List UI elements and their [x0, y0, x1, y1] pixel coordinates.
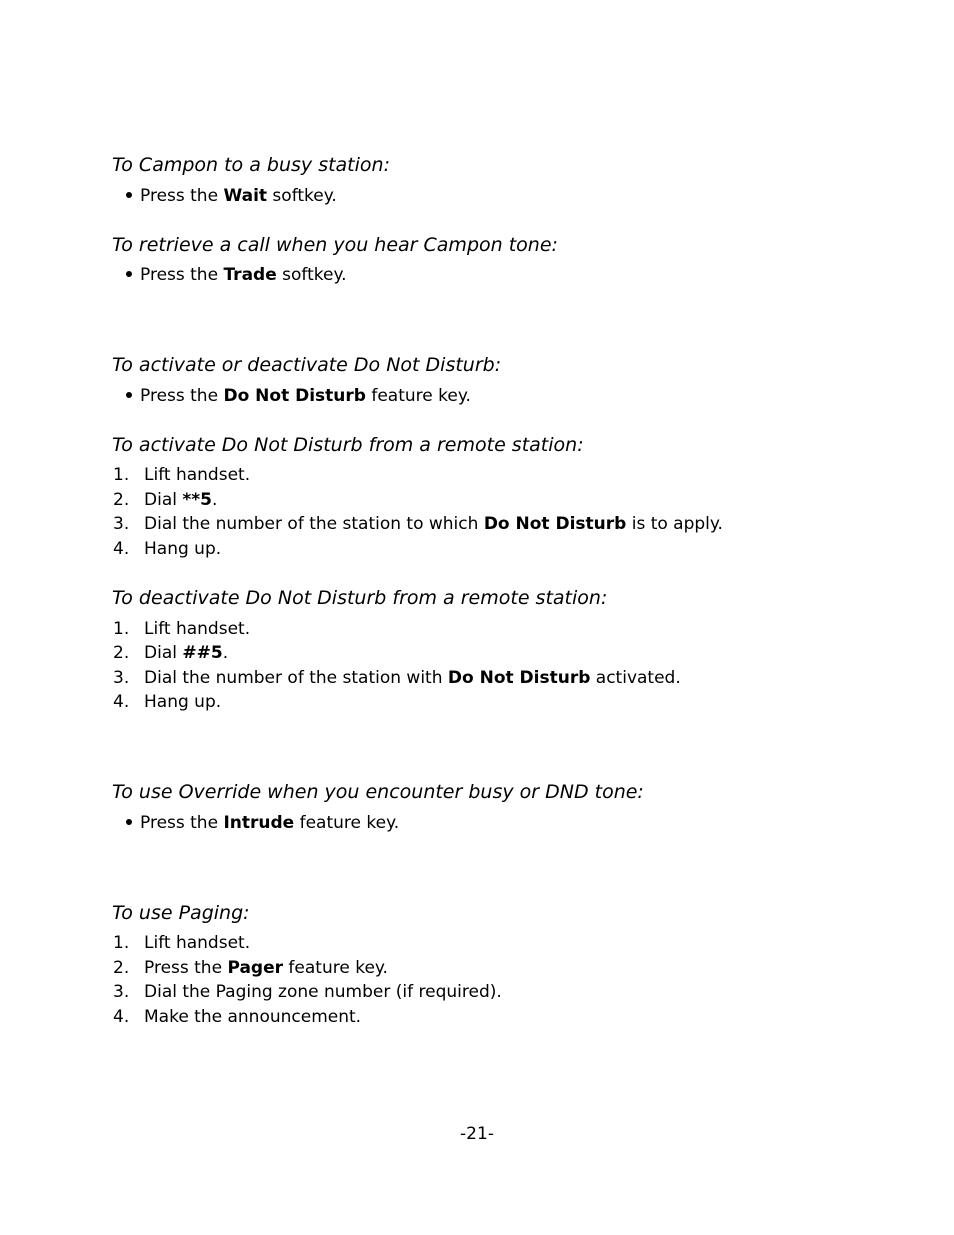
step-text: Lift handset.	[144, 619, 251, 639]
step-text-post: is to apply.	[626, 514, 723, 534]
list-item	[113, 464, 250, 486]
step-number: 2.	[113, 958, 130, 978]
bullet-icon	[126, 819, 132, 825]
campon-bullet	[126, 185, 337, 207]
step-text: Lift handset.	[144, 933, 251, 953]
step-number: 4.	[113, 539, 130, 559]
list-item	[113, 981, 502, 1003]
step-number: 1.	[113, 465, 130, 485]
list-item	[113, 489, 217, 511]
step-text: Dial	[144, 643, 183, 663]
step-text: Dial	[144, 490, 183, 510]
list-item	[113, 618, 250, 640]
override-bullet	[126, 812, 399, 834]
dnd-toggle-heading: To activate or deactivate Do Not Disturb:	[112, 354, 502, 376]
bullet-icon	[126, 271, 132, 277]
step-number: 4.	[113, 1007, 130, 1027]
dnd-remote-deactivate-heading: To deactivate Do Not Disturb from a remote station:	[112, 587, 608, 609]
step-text: Make the announcement.	[144, 1007, 362, 1027]
dnd-toggle-bullet	[126, 385, 471, 407]
step-bold-term: Do Not Disturb	[447, 668, 591, 688]
wait-softkey-label: Wait	[223, 186, 268, 206]
list-item	[113, 932, 250, 954]
step-text: Hang up.	[144, 692, 222, 712]
step-number: 3.	[113, 514, 130, 534]
bullet-text-pre: Press the	[140, 813, 224, 833]
intrude-feature-key-label: Intrude	[223, 813, 295, 833]
step-number: 1.	[113, 933, 130, 953]
step-number: 3.	[113, 668, 130, 688]
step-text-post: activated.	[590, 668, 681, 688]
dnd-remote-activate-heading: To activate Do Not Disturb from a remote station:	[112, 434, 584, 456]
step-number: 4.	[113, 692, 130, 712]
retrieve-heading: To retrieve a call when you hear Campon tone:	[112, 234, 558, 256]
trade-softkey-label: Trade	[223, 265, 277, 285]
paging-heading: To use Paging:	[112, 902, 250, 924]
bullet-icon	[126, 192, 132, 198]
bullet-text-post: softkey.	[267, 186, 337, 206]
step-number: 1.	[113, 619, 130, 639]
bullet-text-post: feature key.	[294, 813, 400, 833]
list-item	[113, 642, 228, 664]
list-item	[113, 691, 221, 713]
page-number: -21-	[460, 1124, 494, 1144]
bullet-text-post: softkey.	[276, 265, 347, 285]
bullet-text-pre: Press the	[140, 265, 224, 285]
step-number: 3.	[113, 982, 130, 1002]
campon-heading: To Campon to a busy station:	[112, 154, 390, 176]
step-text: Lift handset.	[144, 465, 251, 485]
step-bold-term: Do Not Disturb	[483, 514, 627, 534]
bullet-text-pre: Press the	[140, 386, 224, 406]
list-item	[113, 513, 723, 535]
bullet-text-pre: Press the	[140, 186, 224, 206]
step-text: Dial the number of the station with	[144, 668, 448, 688]
list-item	[113, 538, 221, 560]
dnd-feature-key-label: Do Not Disturb	[223, 386, 366, 406]
step-code: **5	[182, 490, 212, 510]
pager-feature-key-label: Pager	[227, 958, 284, 978]
step-text: Hang up.	[144, 539, 222, 559]
override-heading: To use Override when you encounter busy or DND tone:	[112, 781, 644, 803]
step-text-post: feature key.	[283, 958, 388, 978]
step-text-post: .	[222, 643, 229, 663]
list-item	[113, 957, 388, 979]
step-number: 2.	[113, 490, 130, 510]
retrieve-bullet	[126, 264, 347, 286]
step-text: Dial the Paging zone number (if required).	[144, 982, 502, 1002]
step-number: 2.	[113, 643, 130, 663]
list-item	[113, 667, 681, 689]
step-code: ##5	[182, 643, 223, 663]
bullet-text-post: feature key.	[365, 386, 471, 406]
step-text: Press the	[144, 958, 228, 978]
step-text: Dial the number of the station to which	[144, 514, 484, 534]
bullet-icon	[126, 392, 132, 398]
step-text-post: .	[211, 490, 218, 510]
list-item	[113, 1006, 361, 1028]
